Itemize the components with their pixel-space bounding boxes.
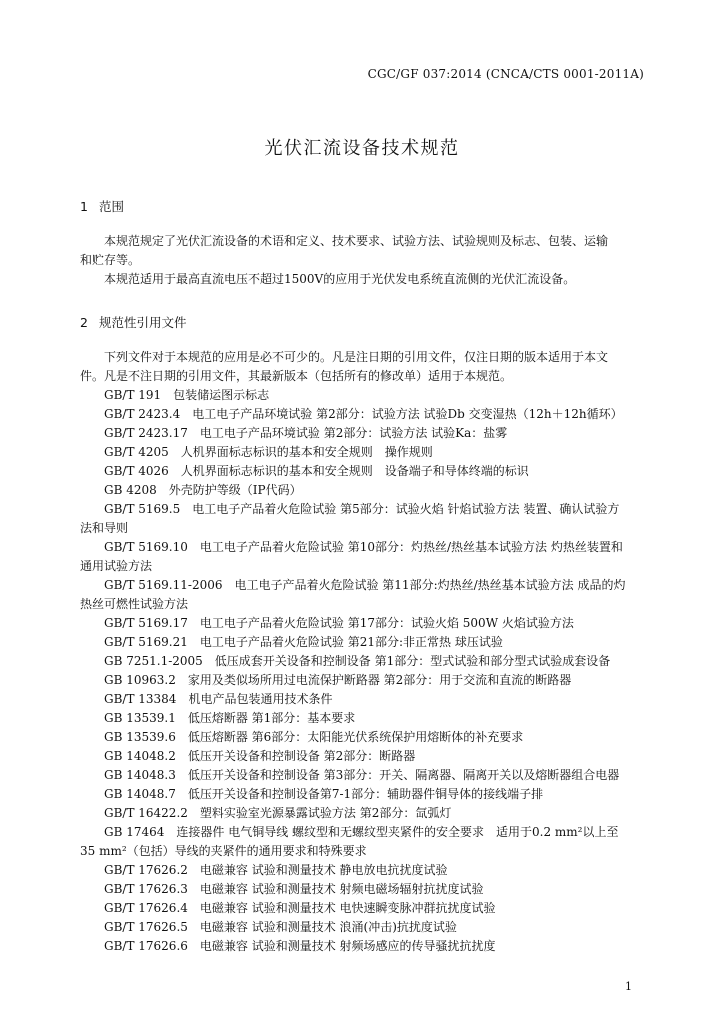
- references-intro-line-1: 下列文件对于本规范的应用是必不可少的。凡是注日期的引用文件，仅注日期的版本适用于本文: [104, 350, 609, 364]
- reference-item: GB 17464 连接器件 电气铜导线 螺纹型和无螺纹型夹紧件的安全要求 适用于0.2 mm²以上至: [104, 825, 619, 839]
- reference-item: GB/T 5169.21 电工电子产品着火危险试验 第21部分:非正常热 球压试验: [104, 635, 503, 649]
- reference-item: GB 14048.3 低压开关设备和控制设备 第3部分：开关、隔离器、隔离开关以及熔断器组合电器: [104, 768, 620, 782]
- reference-item-continuation: 热丝可燃性试验方法: [80, 597, 189, 611]
- scope-paragraph-2: 本规范适用于最高直流电压不超过1500V的应用于光伏发电系统直流侧的光伏汇流设备。: [104, 272, 576, 286]
- standard-number: CGC/GF 037:2014 (CNCA/CTS 0001-2011A): [367, 67, 644, 81]
- reference-item: GB/T 2423.17 电工电子产品环境试验 第2部分：试验方法 试验Ka：盐雾: [104, 426, 508, 440]
- reference-item-continuation: 35 mm²（包括）导线的夹紧件的通用要求和特殊要求: [80, 844, 367, 858]
- reference-item: GB/T 5169.11-2006 电工电子产品着火危险试验 第11部分:灼热丝/热丝基本试验方法 成品的灼: [104, 578, 626, 592]
- reference-item: GB 7251.1-2005 低压成套开关设备和控制设备 第1部分：型式试验和部分型式试验成套设备: [104, 654, 611, 668]
- reference-item: GB/T 5169.17 电工电子产品着火危险试验 第17部分：试验火焰 500W 火焰试验方法: [104, 616, 574, 630]
- reference-item: GB/T 2423.4 电工电子产品环境试验 第2部分：试验方法 试验Db 交变湿热（12h＋12h循环）: [104, 407, 623, 421]
- reference-item: GB/T 17626.4 电磁兼容 试验和测量技术 电快速瞬变脉冲群抗扰度试验: [104, 901, 496, 915]
- section-heading-references: [80, 313, 187, 331]
- reference-item: GB 14048.2 低压开关设备和控制设备 第2部分：断路器: [104, 749, 416, 763]
- section-number: 2: [80, 315, 88, 330]
- scope-paragraph-1-line-2: 和贮存等。: [80, 253, 141, 267]
- section-title: 规范性引用文件: [99, 315, 187, 330]
- reference-item: GB 13539.1 低压熔断器 第1部分：基本要求: [104, 711, 356, 725]
- reference-item: GB/T 17626.3 电磁兼容 试验和测量技术 射频电磁场辐射抗扰度试验: [104, 882, 484, 896]
- reference-item: GB/T 4026 人机界面标志标识的基本和安全规则 设备端子和导体终端的标识: [104, 464, 529, 478]
- page-number: 1: [625, 980, 632, 993]
- reference-item: GB/T 5169.10 电工电子产品着火危险试验 第10部分：灼热丝/热丝基本试验方法 灼热丝装置和: [104, 540, 623, 554]
- reference-item: GB/T 4205 人机界面标志标识的基本和安全规则 操作规则: [104, 445, 433, 459]
- reference-item: GB 13539.6 低压熔断器 第6部分：太阳能光伏系统保护用熔断体的补充要求: [104, 730, 524, 744]
- references-intro-line-2: 件。凡是不注日期的引用文件，其最新版本（包括所有的修改单）适用于本规范。: [80, 369, 513, 383]
- section-heading-scope: [80, 197, 124, 215]
- reference-item: GB 10963.2 家用及类似场所用过电流保护断路器 第2部分：用于交流和直流的断路器: [104, 673, 572, 687]
- reference-item: GB/T 17626.6 电磁兼容 试验和测量技术 射频场感应的传导骚扰抗扰度: [104, 939, 496, 953]
- reference-item: GB/T 5169.5 电工电子产品着火危险试验 第5部分：试验火焰 针焰试验方法 装置、确认试验方: [104, 502, 620, 516]
- section-title: 范围: [99, 199, 125, 214]
- reference-item-continuation: 通用试验方法: [80, 559, 153, 573]
- reference-item: GB/T 17626.2 电磁兼容 试验和测量技术 静电放电抗扰度试验: [104, 863, 448, 877]
- section-number: 1: [80, 199, 88, 214]
- reference-item: GB/T 16422.2 塑料实验室光源暴露试验方法 第2部分：氙弧灯: [104, 806, 452, 820]
- reference-item: GB/T 13384 机电产品包装通用技术条件: [104, 692, 333, 706]
- reference-item: GB 4208 外壳防护等级（IP代码）: [104, 483, 302, 497]
- reference-item: GB/T 17626.5 电磁兼容 试验和测量技术 浪涌(冲击)抗扰度试验: [104, 920, 457, 934]
- scope-paragraph-1-line-1: 本规范规定了光伏汇流设备的术语和定义、技术要求、试验方法、试验规则及标志、包装、运输: [104, 234, 609, 248]
- reference-item: GB 14048.7 低压开关设备和控制设备第7-1部分：辅助器件铜导体的接线端子排: [104, 787, 544, 801]
- document-title: 光伏汇流设备技术规范: [264, 138, 460, 159]
- reference-item: GB/T 191 包装储运图示标志: [104, 388, 270, 402]
- reference-item-continuation: 法和导则: [80, 521, 129, 535]
